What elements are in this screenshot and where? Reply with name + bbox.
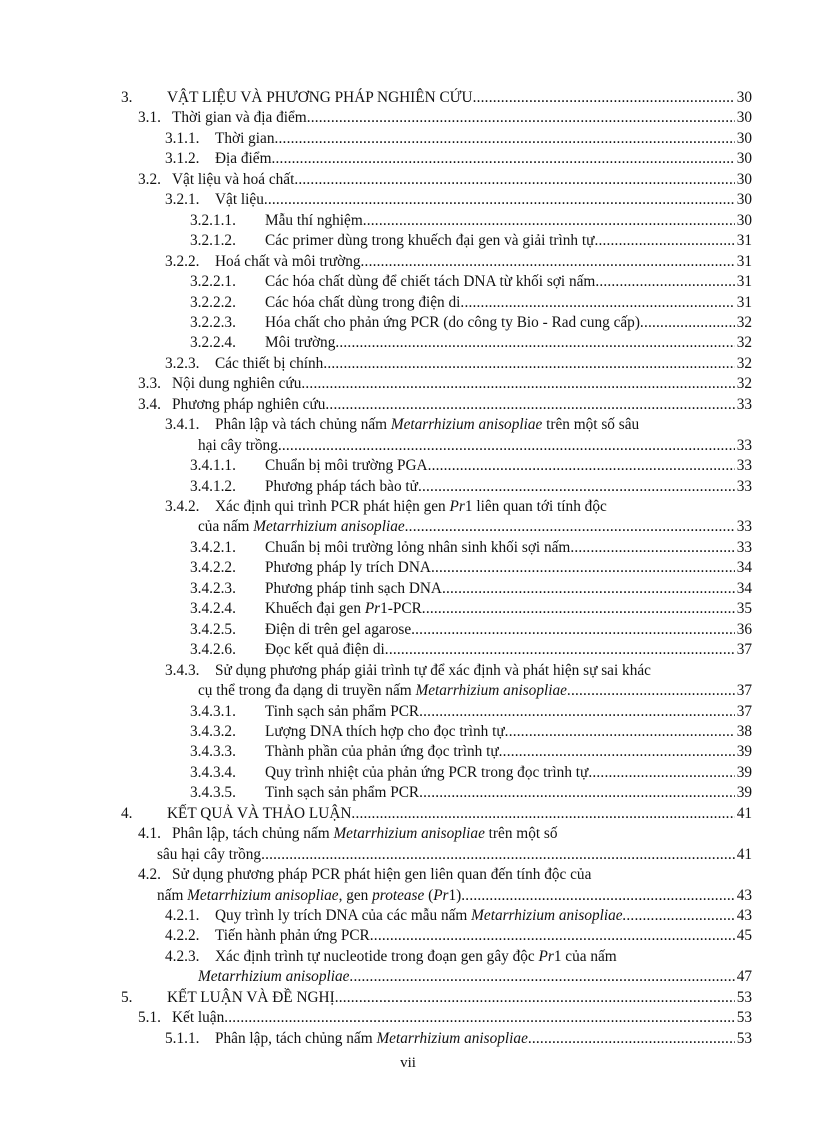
toc-title-line[interactable] [265, 783, 419, 802]
toc-title: Các hóa chất dùng để chiết tách DNA từ khối sợi nấm [265, 273, 596, 291]
toc-title-line[interactable] [172, 108, 307, 127]
toc-title-part: ( [424, 886, 434, 904]
toc-title-italic: Pr [433, 886, 449, 904]
dot-leader [349, 967, 734, 986]
toc-entry [190, 333, 752, 352]
toc-entry [190, 783, 752, 802]
toc-title-line[interactable] [215, 661, 651, 680]
toc-entry [165, 129, 752, 148]
toc-title: Vật liệu và hoá chất [172, 170, 295, 188]
toc-number: 3.4.1. [165, 416, 200, 434]
dot-leader [431, 558, 735, 577]
toc-number: 3.2.1.1. [190, 211, 236, 229]
dot-leader [264, 190, 735, 209]
toc-title: Thành phần của phản ứng đọc trình tự [265, 743, 499, 761]
toc-title: Các primer dùng trong khuếch đại gen và giải trình tự [265, 232, 595, 250]
toc-number: 3.4.1.1. [190, 457, 236, 475]
toc-number: 3.4.2.2. [190, 559, 236, 577]
toc-number: 3.1.1. [165, 129, 200, 147]
toc-title-line[interactable] [215, 415, 639, 434]
toc-number: 3.4.3.1. [190, 702, 236, 720]
toc-title-line[interactable] [265, 558, 431, 577]
toc-page-number: 31 [736, 252, 752, 270]
dot-leader [335, 333, 734, 352]
page-number: vii [400, 1055, 416, 1071]
toc-number: 3.1.2. [165, 150, 200, 168]
toc-entry [138, 374, 752, 393]
toc-title: Lượng DNA thích hợp cho đọc trình tự [265, 722, 505, 740]
toc-number: 3.4.3.5. [190, 784, 236, 802]
toc-page-number: 41 [736, 804, 752, 822]
dot-leader [351, 804, 734, 823]
toc-title-line[interactable] [265, 333, 335, 352]
toc-page-number: 30 [736, 150, 752, 168]
toc-entry [165, 661, 752, 680]
toc-page-number: 31 [736, 273, 752, 291]
toc-title-part: , gen [338, 886, 373, 904]
toc-page-number: 33 [736, 477, 752, 495]
toc-title-line[interactable] [265, 538, 570, 557]
toc-title: KẾT LUẬN VÀ ĐỀ NGHỊ [167, 988, 335, 1006]
toc-title-line[interactable] [157, 886, 461, 905]
toc-number: 3.4.2.4. [190, 600, 236, 618]
toc-title-part: 1-PCR [380, 600, 422, 618]
toc-page-number: 33 [736, 436, 752, 454]
toc-title-part: 1) [448, 886, 462, 904]
toc-entry [138, 824, 752, 843]
toc-entry [165, 415, 752, 434]
toc-title: Điện di trên gel agarose [265, 620, 412, 638]
toc-entry [190, 763, 752, 782]
toc-page-number: 47 [736, 968, 752, 986]
toc-title-line[interactable] [265, 293, 460, 312]
toc-title-line[interactable] [265, 742, 499, 761]
toc-entry [138, 865, 752, 884]
toc-page-number: 35 [736, 600, 752, 618]
toc-entry [165, 354, 752, 373]
dot-leader [301, 374, 734, 393]
toc-entry [190, 456, 752, 475]
toc-title-italic: Pr [538, 947, 554, 965]
dot-leader [461, 886, 734, 905]
toc-page-number: 36 [736, 620, 752, 638]
toc-number: 3.4.2. [165, 498, 200, 515]
toc-title-line[interactable] [172, 395, 325, 414]
dot-leader [442, 579, 735, 598]
dot-leader [570, 538, 734, 557]
toc-title-part: cụ thể trong đa dạng di truyền nấm [198, 682, 416, 700]
toc-page-number: 39 [736, 743, 752, 761]
toc-title-italic: Pr [449, 498, 465, 515]
toc-page-number: 41 [736, 845, 752, 863]
dot-leader [595, 272, 734, 291]
toc-title-italic: Metarrhizium anisopliae. [471, 907, 627, 924]
toc-number: 3.4.3. [165, 661, 200, 679]
toc-entry [165, 947, 752, 966]
dot-leader [272, 149, 735, 168]
dot-leader [323, 354, 734, 373]
toc-number: 3.4.2.5. [190, 620, 236, 638]
dot-leader [405, 517, 735, 536]
toc-number: 4.2.2. [165, 927, 200, 945]
toc-entry [190, 599, 752, 618]
dot-leader [428, 456, 735, 475]
toc-page-number: 33 [736, 538, 752, 556]
toc-title-italic: Metarrhizium anisopliae [253, 518, 405, 536]
toc-title-italic: Metarrhizium anisopliae [415, 682, 567, 700]
toc-title-line[interactable] [265, 763, 588, 782]
toc-page-number: 39 [736, 763, 752, 781]
toc-entry [165, 906, 752, 925]
toc-title-line[interactable] [215, 947, 617, 966]
dot-leader [640, 313, 735, 332]
dot-leader [278, 436, 735, 455]
toc-title-line[interactable] [172, 170, 294, 189]
toc-title-part: Phân lập và tách chủng nấm [215, 416, 391, 434]
toc-title-line[interactable] [172, 374, 301, 393]
toc-title-line[interactable] [265, 579, 442, 598]
toc-page-number: 30 [736, 89, 752, 106]
toc-number: 3.4.3.2. [190, 722, 236, 740]
toc-number: 3.4. [138, 395, 161, 413]
dot-leader [473, 88, 735, 107]
dot-leader [567, 681, 735, 700]
toc-title: Các hóa chất dùng trong điện di [265, 293, 461, 311]
toc-title: KẾT QUẢ VÀ THẢO LUẬN [167, 804, 352, 822]
toc-entry [138, 1008, 752, 1027]
toc-title: Địa điểm [215, 150, 272, 168]
toc-title-line[interactable] [265, 211, 363, 230]
toc-title: Phương pháp ly trích DNA [265, 559, 431, 577]
toc-page-number: 31 [736, 232, 752, 250]
dot-leader [307, 108, 735, 127]
toc-number: 3.1. [138, 109, 161, 127]
toc-title-part: Xác định trình tự nucleotide trong đoạn gen gây độc [215, 947, 539, 965]
toc-page-number: 43 [736, 886, 752, 904]
toc-title-part: Xác định qui trình PCR phát hiện gen [215, 498, 450, 515]
toc-title-line[interactable] [172, 1008, 224, 1027]
toc-title-line[interactable] [265, 231, 594, 250]
dot-leader [224, 1008, 734, 1027]
toc-page-number: 32 [736, 375, 752, 393]
toc-title: Phương pháp nghiên cứu [172, 395, 326, 413]
toc-entry [165, 497, 752, 516]
toc-title-line[interactable] [198, 681, 567, 700]
dot-leader [325, 395, 734, 414]
toc-title-italic: Metarrhizium anisopliae [187, 886, 339, 904]
toc-entry [138, 395, 752, 414]
toc-title: Chuẩn bị môi trường PGA [265, 457, 428, 475]
toc-title: Sử dụng phương pháp PCR phát hiện gen liên quan đến tính độc của [172, 866, 592, 884]
toc-entry [190, 272, 752, 291]
toc-number: 3.2.3. [165, 354, 200, 372]
toc-number: 4. [121, 804, 133, 822]
dot-leader [361, 252, 735, 271]
toc-number: 3.4.2.3. [190, 579, 236, 597]
toc-number: 3.2.2.2. [190, 293, 236, 311]
toc-entry [190, 722, 752, 741]
toc-number: 3. [121, 89, 133, 106]
toc-page-number: 34 [736, 579, 752, 597]
toc-title-line[interactable] [265, 599, 422, 618]
dot-leader [370, 926, 735, 945]
toc-number: 5. [121, 988, 133, 1006]
toc-entry [165, 149, 752, 168]
toc-number: 4.2.1. [165, 907, 200, 924]
toc-title-part: Khuếch đại gen [265, 600, 365, 618]
toc-title-line[interactable] [215, 354, 323, 373]
dot-leader [588, 763, 734, 782]
toc-title: VẬT LIỆU VÀ PHƯƠNG PHÁP NGHIÊN CỨU [167, 89, 473, 106]
toc-entry-continuation [157, 886, 752, 905]
toc-title-italic: Metarrhizium anisopliae [333, 825, 485, 843]
dot-leader [418, 477, 735, 496]
toc-title-part: 1 liên quan tới tính độc [464, 498, 607, 515]
toc-page-number: 30 [736, 211, 752, 229]
toc-title-part: 1 của nấm [553, 947, 617, 965]
toc-page-number: 30 [736, 191, 752, 209]
toc-page-number: 33 [736, 518, 752, 536]
toc-title-part: trên một số sâu [542, 416, 640, 434]
dot-leader [594, 231, 734, 250]
toc-entry-continuation [198, 967, 752, 986]
toc-title-line[interactable] [265, 456, 428, 475]
toc-title-part: của nấm [198, 518, 254, 536]
toc-number: 3.2. [138, 170, 161, 188]
toc-title-line[interactable] [167, 804, 351, 823]
toc-entry [165, 1029, 752, 1048]
toc-entry-continuation [198, 517, 752, 536]
toc-title-part: Phân lập, tách chủng nấm [215, 1029, 377, 1047]
dot-leader [261, 845, 735, 864]
toc-entry-continuation [157, 845, 752, 864]
toc-title-line[interactable] [265, 272, 595, 291]
toc-title: Đọc kết quả điện di [265, 641, 385, 659]
toc-entry [138, 108, 752, 127]
toc-number: 3.4.1.2. [190, 477, 236, 495]
toc-title-italic: Metarrhizium anisopliae [198, 968, 350, 986]
dot-leader [460, 293, 734, 312]
dot-leader [505, 722, 735, 741]
toc-number: 3.4.3.4. [190, 763, 236, 781]
toc-title: Tinh sạch sản phẩm PCR [265, 702, 420, 720]
toc-number: 3.4.2.1. [190, 538, 236, 556]
toc-number: 3.3. [138, 375, 161, 393]
toc-page-number: 53 [736, 988, 752, 1006]
toc-entry [190, 538, 752, 557]
toc-number: 3.2.1.2. [190, 232, 236, 250]
toc-number: 3.2.2.4. [190, 334, 236, 352]
toc-entry [190, 702, 752, 721]
toc-title: Hoá chất và môi trường [215, 252, 361, 270]
toc-title-line[interactable] [215, 926, 370, 945]
toc-title-line[interactable] [215, 497, 607, 516]
toc-title-italic: protease [372, 886, 425, 904]
toc-page-number: 53 [736, 1029, 752, 1047]
toc-number: 5.1. [138, 1009, 161, 1027]
toc-page-number: 32 [736, 354, 752, 372]
toc-entry [190, 640, 752, 659]
toc-title-line[interactable] [172, 824, 558, 843]
toc-title-continuation: hại cây trồng [198, 436, 278, 454]
toc-title-line[interactable] [172, 865, 591, 884]
toc-title-italic: Metarrhizium anisopliae [390, 416, 543, 434]
toc-title-line[interactable] [215, 906, 626, 925]
toc-number: 3.2.2. [165, 252, 200, 270]
toc-page-number: 37 [736, 682, 752, 700]
toc-page-number: 31 [736, 293, 752, 311]
toc-title: Sử dụng phương pháp giải trình tự để xác định và phát hiện sự sai khác [215, 661, 651, 679]
toc-title: Tinh sạch sản phẩm PCR [265, 784, 420, 802]
toc-entry-continuation [198, 681, 752, 700]
toc-title-line[interactable] [265, 620, 411, 639]
toc-title: Phương pháp tách bào tử [265, 477, 418, 495]
toc-title: Phương pháp tinh sạch DNA [265, 579, 442, 597]
toc-title: Mẫu thí nghiệm [265, 211, 363, 229]
toc-entry [190, 558, 752, 577]
dot-leader [419, 783, 735, 802]
toc-title-line[interactable] [265, 477, 418, 496]
dot-leader [363, 211, 735, 230]
toc-entry [121, 988, 752, 1007]
toc-title-line[interactable] [198, 967, 349, 986]
toc-entry [190, 620, 752, 639]
toc-title-line[interactable] [215, 149, 272, 168]
dot-leader [422, 599, 735, 618]
toc-title: Vật liệu [215, 191, 264, 209]
toc-page-number: 38 [736, 722, 752, 740]
toc-page-number: 30 [736, 170, 752, 188]
toc-entry [190, 231, 752, 250]
toc-page-number: 53 [736, 1009, 752, 1027]
toc-title-line[interactable] [265, 313, 640, 332]
toc-title: Môi trường [265, 334, 336, 352]
toc-entry-continuation [198, 436, 752, 455]
toc-entry [121, 804, 752, 823]
toc-number: 3.2.2.1. [190, 273, 236, 291]
toc-number: 3.4.3.3. [190, 743, 236, 761]
toc-entry [190, 477, 752, 496]
toc-page-number: 43 [736, 907, 752, 924]
toc-page-number: 37 [736, 641, 752, 659]
toc-page-number: 30 [736, 129, 752, 147]
toc-entry [165, 252, 752, 271]
toc-title-line[interactable] [265, 722, 505, 741]
toc-page-number: 33 [736, 395, 752, 413]
toc-page-number: 32 [736, 334, 752, 352]
toc-title: Thời gian [215, 129, 275, 147]
dot-leader [335, 988, 735, 1007]
toc-title-line[interactable] [265, 640, 385, 659]
toc-title-line[interactable] [167, 88, 473, 107]
toc-entry [165, 926, 752, 945]
dot-leader [528, 1029, 735, 1048]
toc-title-part: nấm [157, 886, 188, 904]
toc-title: Hóa chất cho phản ứng PCR (do công ty Bio - Rad cung cấp) [265, 313, 640, 331]
toc-number: 3.2.1. [165, 191, 200, 209]
toc-entry [190, 579, 752, 598]
toc-title: Nội dung nghiên cứu [172, 375, 302, 393]
toc-title-line[interactable] [167, 988, 335, 1007]
toc-title-part: trên một số [484, 825, 558, 843]
toc-title-line[interactable] [215, 252, 361, 271]
dot-leader [294, 170, 734, 189]
dot-leader [419, 702, 735, 721]
toc-title: Tiến hành phản ứng PCR [215, 927, 370, 945]
toc-number: 4.2.3. [165, 947, 200, 965]
toc-entry [190, 313, 752, 332]
toc-title-line[interactable] [215, 190, 264, 209]
toc-title-italic: Metarrhizium anisopliae [376, 1029, 528, 1047]
dot-leader [499, 742, 735, 761]
toc-title: Các thiết bị chính [215, 354, 324, 372]
toc-title-italic: Pr [364, 600, 381, 618]
toc-number: 4.1. [138, 825, 161, 843]
toc-title-part: Phân lập, tách chủng nấm [172, 825, 334, 843]
toc-page-number: 45 [736, 927, 752, 945]
toc-title: Quy trình nhiệt của phản ứng PCR trong đọc trình tự [265, 763, 589, 781]
toc-entry [190, 211, 752, 230]
toc-page-number: 39 [736, 784, 752, 802]
toc-title-part: Quy trình ly trích DNA của các mẫu nấm [215, 907, 472, 924]
toc-page-number: 33 [736, 457, 752, 475]
toc-title: Kết luận [172, 1009, 225, 1027]
toc-title: Thời gian và địa điểm [172, 109, 307, 127]
dot-leader [626, 906, 734, 925]
toc-number: 5.1.1. [165, 1029, 200, 1047]
toc-number: 4.2. [138, 866, 161, 884]
toc-entry [138, 170, 752, 189]
toc-entry [190, 742, 752, 761]
dot-leader [385, 640, 735, 659]
toc-page-number: 37 [736, 702, 752, 720]
toc-number: 3.4.2.6. [190, 641, 236, 659]
toc-title-line[interactable] [198, 436, 278, 455]
toc-entry [165, 190, 752, 209]
toc-entry [190, 293, 752, 312]
toc-page-number: 34 [736, 559, 752, 577]
toc-title-line[interactable] [265, 702, 419, 721]
toc-title-line[interactable] [215, 129, 275, 148]
toc-page-number: 32 [736, 313, 752, 331]
toc-title: Chuẩn bị môi trường lỏng nhân sinh khối sợi nấm [265, 538, 571, 556]
toc-entry [121, 88, 752, 107]
toc-page-number: 30 [736, 109, 752, 127]
toc-number: 3.2.2.3. [190, 313, 236, 331]
dot-leader [275, 129, 735, 148]
toc-title-continuation: sâu hại cây trồng [157, 845, 262, 863]
toc-title-line[interactable] [198, 517, 405, 536]
toc-title-line[interactable] [215, 1029, 528, 1048]
dot-leader [411, 620, 735, 639]
toc-title-line[interactable] [157, 845, 261, 864]
